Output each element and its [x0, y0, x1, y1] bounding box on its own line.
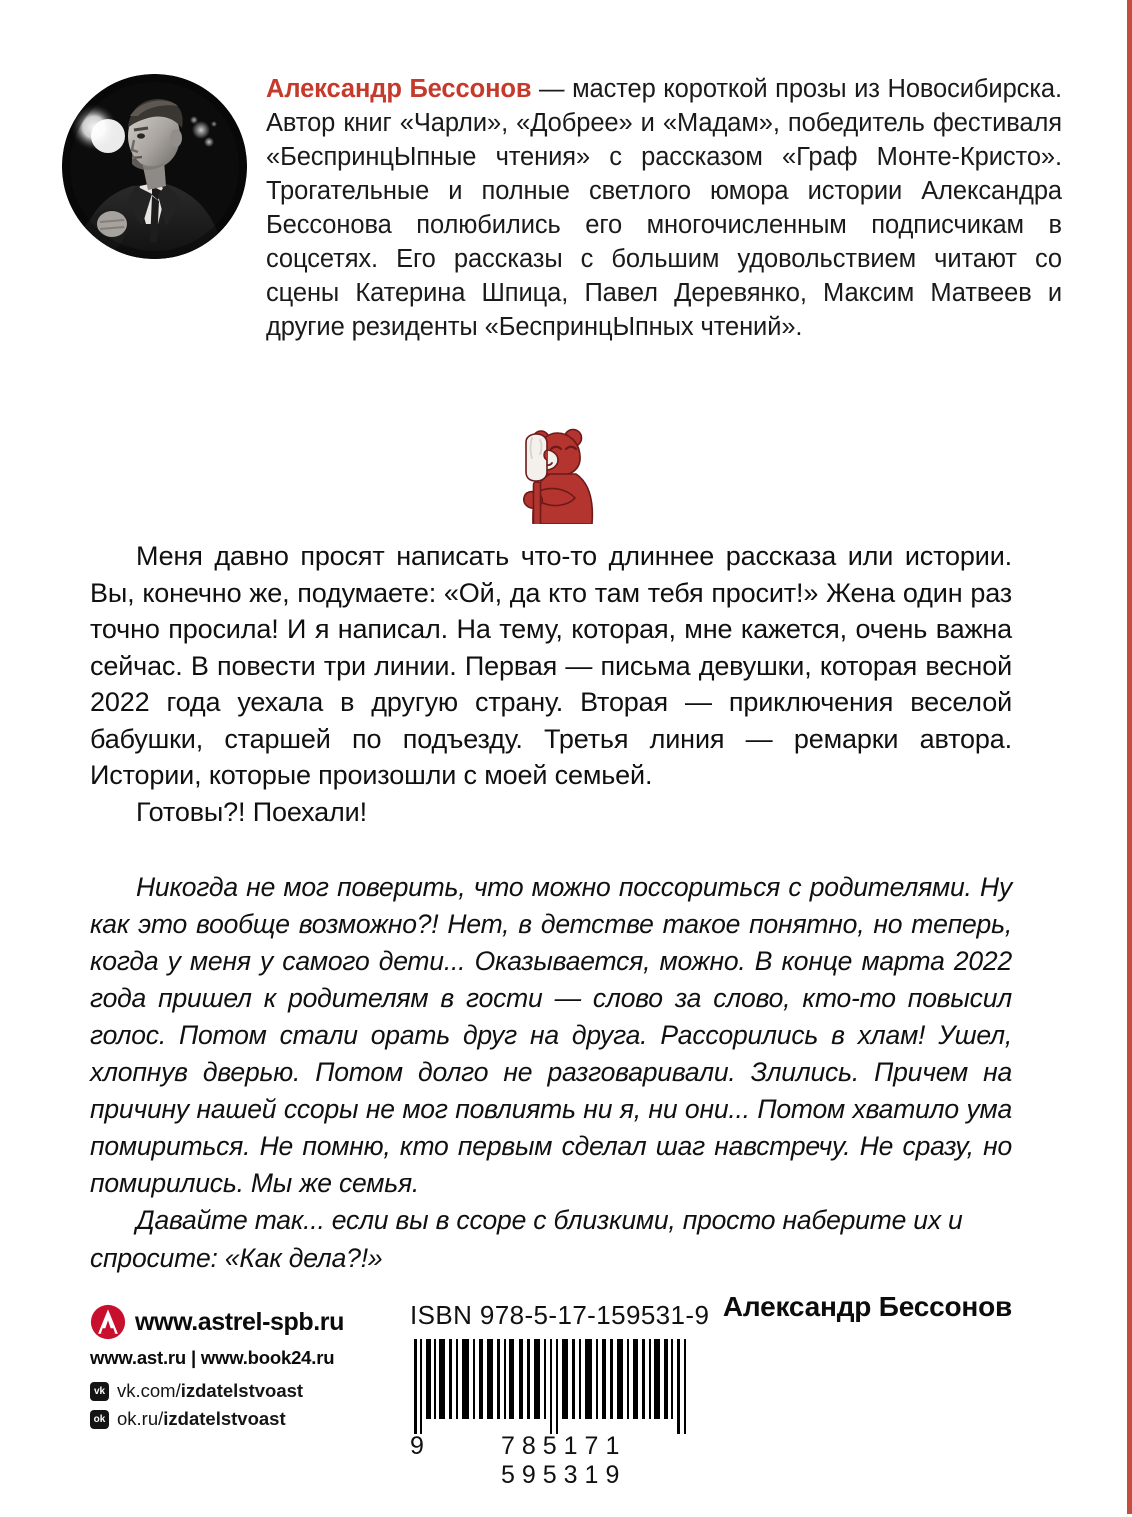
social-link-ok[interactable] [90, 1408, 390, 1430]
social-link-vk[interactable] [90, 1380, 390, 1402]
vk-link-text [117, 1380, 303, 1402]
vk-handle: izdatelstvoast [180, 1380, 304, 1401]
author-bio-body: — мастер короткой прозы из Новосибирска. Автор книг «Чарли», «Добрее» и «Мадам», победитель фестиваля «БеспринцЫпные чтения» с рассказом «Граф Монте-Кристо». Трогательные и полные светлого юмора истории Александра Бессонова полюбились его многочисленным подписчикам в соцсетях. Его рассказы с большим удовольствием читают со сцены Катерина Шпица, Павел Деревянко, Максим Матвеев и другие резиденты «БеспринцЫпных чтений». [266, 75, 1062, 342]
author-photo [62, 74, 247, 259]
excerpt-paragraph-2: Давайте так... если вы в ссоре с близкими, просто наберите их и спросите: «Как дела?!» [90, 1205, 963, 1273]
author-bio-text [266, 72, 1062, 344]
publisher-secondary-urls[interactable]: www.ast.ru | www.book24.ru [90, 1347, 335, 1368]
footer-block [90, 1300, 1050, 1490]
barcode-digits [408, 1432, 698, 1490]
intro-paragraph-2: Готовы?! Поехали! [136, 797, 367, 828]
vk-icon: vk [90, 1382, 109, 1401]
red-bear-icon [496, 424, 636, 524]
excerpt-paragraph-1: Никогда не мог поверить, что можно поссориться с родителями. Ну как это вообще возможно?! Нет, в детстве такое понятно, но теперь, когда у меня у самого дети... Оказывается, можно. В конце марта 2022 года пришел к родителям в гости — слово за слово, кто-то повысил голос. Потом стали орать друг на друга. Рассорились в хлам! Ушел, хлопнув дверью. Потом долго не разговаривали. Злились. Причем на причину нашей ссоры не мог повлиять ни я, ни они... Потом хватило ума помириться. Не помню, кто первым сделал шаг навстречу. Не сразу, но помирились. Мы же семья. [90, 871, 1012, 1199]
publisher-info [90, 1300, 390, 1436]
barcode-main-digits: 785171 595319 [500, 1432, 627, 1489]
isbn-block [390, 1300, 720, 1490]
barcode-check-digit: 9 [410, 1432, 425, 1460]
author-name-highlight: Александр Бессонов [266, 75, 532, 103]
isbn-label: ISBN 978-5-17-159531-9 [410, 1300, 710, 1330]
main-text-block [90, 538, 1012, 1323]
ok-link-text [117, 1408, 286, 1430]
author-signature: Александр Бессонов [722, 1290, 1012, 1322]
barcode [408, 1339, 698, 1490]
ok-prefix: ok.ru/ [117, 1408, 164, 1429]
publisher-primary-row [90, 1304, 390, 1340]
bear-illustration-wrap [0, 424, 1132, 524]
ast-logo-icon [90, 1304, 126, 1340]
right-edge-bleed-strip [1127, 0, 1132, 1517]
intro-paragraph-1: Меня давно просят написать что-то длиннее рассказа или истории. Вы, конечно же, подумаете: «Ой, да кто там тебя просит!» Жена один раз точно просила! И я написал. На тему, которая, мне кажется, очень важна сейчас. В повести три линии. Первая — письма девушки, которая весной 2022 года уехала в другую страну. Вторая — приключения веселой бабушки, старшей по подъезду. Третья линия — ремарки автора. Истории, которые произошли с моей семьей. [90, 541, 1012, 791]
ok-handle: izdatelstvoast [163, 1408, 286, 1429]
ok-icon: ok [90, 1410, 109, 1429]
barcode-right-digit [682, 1432, 696, 1490]
excerpt-block [90, 869, 1012, 1277]
vk-prefix: vk.com/ [117, 1380, 181, 1401]
author-bio-block [62, 72, 1062, 344]
publisher-main-url[interactable]: www.astrel-spb.ru [135, 1307, 344, 1336]
